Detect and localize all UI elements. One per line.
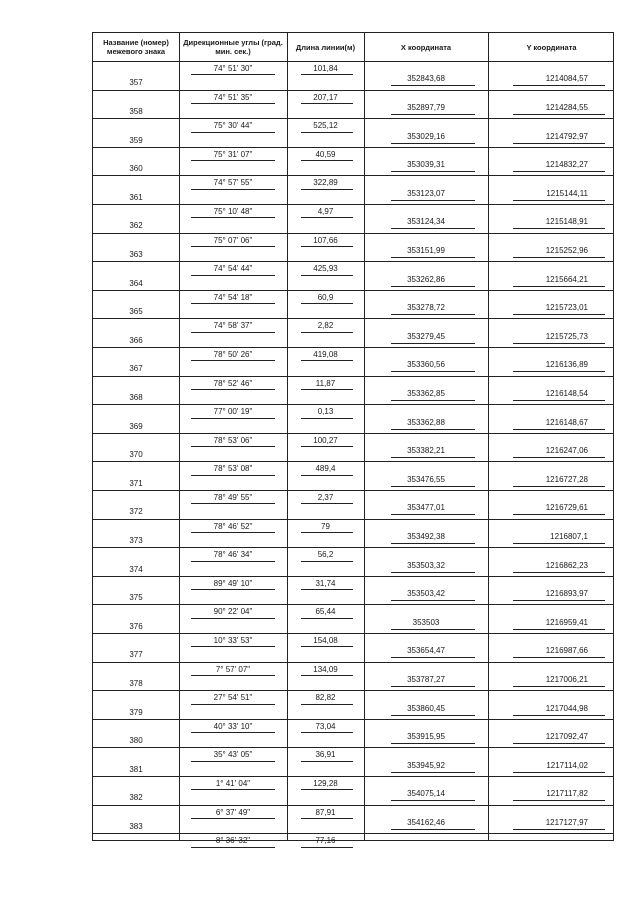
segment-rule [301, 561, 353, 562]
segment-rule [301, 761, 353, 762]
point-name: 377 [129, 650, 143, 660]
coordinate-rule [513, 486, 605, 487]
segment-length: 419,08 [313, 350, 338, 359]
segment-rule [191, 675, 275, 676]
segment-rule [191, 360, 275, 361]
coordinate-rule [513, 85, 605, 86]
row-divider [93, 604, 613, 605]
coordinate-rule [513, 572, 605, 573]
segment-rule [191, 446, 275, 447]
segment-rule [191, 246, 275, 247]
point-y-coordinate: 1215252,96 [545, 245, 588, 255]
segment-angle: 35° 43' 05" [213, 750, 253, 760]
segment-rule [191, 418, 275, 419]
coordinate-rule [391, 143, 475, 144]
segment-length: 82,82 [315, 693, 336, 703]
segment-rule [191, 532, 275, 533]
segment-rule [301, 189, 353, 190]
point-y-coordinate: 1217117,82 [546, 789, 588, 799]
segment-rule [301, 217, 353, 218]
segment-length: 65,44 [315, 607, 336, 617]
row-divider [93, 404, 613, 405]
coordinate-rule [391, 429, 475, 430]
point-y-coordinate: 1217006,21 [545, 674, 588, 684]
segment-angle: 78° 46' 52" [213, 521, 253, 531]
point-name: 382 [129, 793, 143, 803]
segment-rule [301, 818, 353, 819]
coordinate-rule [391, 85, 475, 86]
point-x-coordinate: 353915,95 [407, 732, 445, 742]
segment-rule [191, 789, 275, 790]
point-y-coordinate: 1216729,61 [545, 503, 588, 513]
segment-angle: 74° 51' 35" [213, 92, 253, 102]
segment-rule [191, 618, 275, 619]
point-name: 359 [129, 135, 143, 145]
row-divider [93, 233, 613, 234]
row-divider [93, 318, 613, 319]
segment-rule [191, 847, 275, 848]
segment-angle: 77° 00' 19" [213, 407, 253, 417]
segment-length: 100,27 [313, 435, 338, 445]
row-divider [93, 376, 613, 377]
segment-rule [191, 132, 275, 133]
point-x-coordinate: 353503,32 [407, 560, 445, 570]
segment-rule [191, 475, 275, 476]
coordinate-rule [391, 715, 475, 716]
point-x-coordinate: 353360,56 [407, 360, 445, 370]
coordinate-rule [391, 657, 475, 658]
point-y-coordinate: 1216893,97 [545, 589, 588, 599]
segment-rule [301, 303, 353, 304]
header-y: Y координата [526, 42, 577, 52]
coordinate-rule [513, 400, 605, 401]
point-x-coordinate: 353503,42 [407, 589, 445, 599]
segment-rule [191, 589, 275, 590]
point-y-coordinate: 1215664,21 [545, 274, 588, 284]
coordinate-rule [513, 228, 605, 229]
segment-angle: 78° 53' 06" [213, 435, 253, 445]
segment-rule [191, 646, 275, 647]
point-name: 364 [129, 278, 143, 288]
segment-length: 134,09 [313, 664, 338, 674]
segment-length: 207,17 [313, 92, 338, 102]
point-y-coordinate: 1216807,1 [550, 531, 588, 541]
row-divider [93, 490, 613, 491]
segment-length: 11,87 [315, 378, 336, 388]
coordinate-rule [513, 657, 605, 658]
segment-rule [301, 160, 353, 161]
row-divider [93, 547, 613, 548]
header-name: Название (номер) межевого знака [103, 38, 169, 56]
point-name: 378 [129, 678, 143, 688]
point-y-coordinate: 1217114,02 [546, 760, 588, 770]
coordinate-rule [513, 314, 605, 315]
segment-rule [301, 789, 353, 790]
segment-angle: 74° 54' 44" [213, 264, 253, 274]
point-name: 362 [129, 221, 143, 231]
segment-rule [191, 704, 275, 705]
point-x-coordinate: 353654,47 [407, 646, 445, 656]
point-x-coordinate: 353278,72 [407, 303, 445, 313]
segment-rule [191, 74, 275, 75]
point-name: 368 [129, 392, 143, 402]
point-x-coordinate: 353279,45 [407, 331, 445, 341]
point-name: 361 [129, 192, 143, 202]
row-divider [93, 776, 613, 777]
coordinate-rule [513, 829, 605, 830]
segment-rule [301, 475, 353, 476]
point-x-coordinate: 354162,46 [407, 817, 445, 827]
row-divider [93, 805, 613, 806]
segment-rule [301, 246, 353, 247]
point-x-coordinate: 353945,92 [407, 760, 445, 770]
segment-angle: 74° 57' 55" [213, 178, 253, 188]
point-x-coordinate: 353860,45 [407, 703, 445, 713]
point-y-coordinate: 1216727,28 [545, 474, 588, 484]
segment-rule [301, 332, 353, 333]
point-name: 358 [129, 106, 143, 116]
segment-rule [301, 618, 353, 619]
row-divider [93, 147, 613, 148]
segment-angle: 74° 58' 37" [213, 321, 253, 331]
coordinate-rule [513, 171, 605, 172]
coordinate-rule [513, 429, 605, 430]
segment-angle: 78° 46' 34" [213, 550, 253, 560]
segment-rule [301, 503, 353, 504]
coordinate-rule [391, 371, 475, 372]
segment-rule [191, 503, 275, 504]
coordinate-rule [513, 514, 605, 515]
segment-rule [191, 189, 275, 190]
point-name: 365 [129, 307, 143, 317]
coordinate-rule [513, 343, 605, 344]
segment-rule [191, 160, 275, 161]
segment-length: 0,13 [317, 407, 334, 417]
row-divider [93, 290, 613, 291]
segment-angle: 78° 50' 26" [213, 350, 253, 359]
coordinate-rule [391, 743, 475, 744]
point-y-coordinate: 1216148,67 [545, 417, 588, 427]
row-divider [93, 633, 613, 634]
coordinate-rule [513, 371, 605, 372]
header-divider [93, 61, 613, 62]
point-name: 375 [129, 593, 143, 603]
coordinates-table [92, 32, 614, 846]
row-divider [93, 747, 613, 748]
point-y-coordinate: 1214084,57 [545, 74, 588, 84]
segment-rule [191, 217, 275, 218]
coordinate-rule [391, 200, 475, 201]
row-divider [93, 519, 613, 520]
coordinate-rule [391, 629, 475, 630]
segment-angle: 89° 49' 10" [213, 578, 253, 588]
point-name: 383 [129, 821, 143, 831]
point-y-coordinate: 1217092,47 [545, 732, 588, 742]
point-y-coordinate: 1215144,11 [546, 188, 588, 198]
point-x-coordinate: 354075,14 [407, 789, 445, 799]
point-x-coordinate: 353382,21 [407, 446, 445, 456]
segment-length: 489,4 [315, 464, 336, 474]
row-divider [93, 690, 613, 691]
point-y-coordinate: 1215723,01 [545, 303, 588, 313]
segment-angle: 7° 57' 07" [215, 664, 251, 674]
point-x-coordinate: 353787,27 [407, 674, 445, 684]
point-name: 369 [129, 421, 143, 431]
segment-rule [191, 561, 275, 562]
segment-rule [191, 332, 275, 333]
row-divider [93, 662, 613, 663]
segment-length: 101,84 [313, 64, 338, 73]
point-name: 367 [129, 364, 143, 374]
segment-angle: 75° 30' 44" [213, 121, 253, 131]
coordinate-rule [513, 715, 605, 716]
row-divider [93, 433, 613, 434]
segment-rule [301, 275, 353, 276]
point-name: 379 [129, 707, 143, 717]
segment-rule [301, 74, 353, 75]
segment-rule [191, 103, 275, 104]
coordinate-rule [391, 286, 475, 287]
point-x-coordinate: 353503 [412, 617, 440, 627]
segment-length: 2,37 [317, 493, 334, 502]
coordinate-rule [513, 457, 605, 458]
segment-angle: 74° 51' 30" [213, 64, 253, 73]
coordinate-rule [391, 543, 475, 544]
segment-rule [301, 646, 353, 647]
point-y-coordinate: 1215725,73 [545, 331, 588, 341]
coordinate-rule [391, 257, 475, 258]
segment-angle: 6° 37' 49" [215, 807, 251, 817]
coordinate-rule [513, 286, 605, 287]
point-x-coordinate: 353123,07 [407, 188, 445, 198]
segment-rule [301, 532, 353, 533]
row-divider [93, 90, 613, 91]
row-divider [93, 461, 613, 462]
coordinate-rule [513, 543, 605, 544]
segment-angle: 90° 22' 04" [213, 607, 253, 617]
coordinate-rule [391, 343, 475, 344]
coordinate-rule [391, 400, 475, 401]
segment-rule [301, 389, 353, 390]
segment-rule [301, 732, 353, 733]
point-name: 366 [129, 335, 143, 345]
coordinate-rule [391, 686, 475, 687]
segment-rule [191, 303, 275, 304]
point-x-coordinate: 352843,68 [407, 74, 445, 84]
segment-angle: 78° 53' 08" [213, 464, 253, 474]
segment-length: 154,08 [313, 636, 338, 645]
coordinate-rule [391, 514, 475, 515]
point-name: 373 [129, 535, 143, 545]
segment-angle: 40° 33' 10" [213, 721, 253, 731]
segment-angle: 75° 31' 07" [213, 149, 253, 159]
point-x-coordinate: 353029,16 [407, 131, 445, 141]
coordinate-rule [391, 572, 475, 573]
point-y-coordinate: 1216862,23 [545, 560, 588, 570]
segment-length: 36,91 [315, 750, 336, 760]
point-x-coordinate: 353262,86 [407, 274, 445, 284]
coordinate-rule [513, 114, 605, 115]
segment-rule [301, 360, 353, 361]
segment-angle: 75° 10' 48" [213, 207, 253, 216]
point-y-coordinate: 1216959,41 [545, 617, 588, 627]
row-divider [93, 576, 613, 577]
coordinate-rule [391, 800, 475, 801]
coordinate-rule [391, 772, 475, 773]
segment-rule [301, 446, 353, 447]
coordinate-rule [391, 486, 475, 487]
row-divider [93, 261, 613, 262]
point-name: 363 [129, 249, 143, 259]
coordinate-rule [513, 600, 605, 601]
coordinate-rule [391, 457, 475, 458]
coordinate-rule [513, 743, 605, 744]
segment-length: 107,66 [313, 235, 338, 245]
coordinate-rule [391, 114, 475, 115]
point-name: 371 [129, 478, 143, 488]
point-x-coordinate: 352897,79 [407, 102, 445, 112]
point-y-coordinate: 1217044,98 [545, 703, 588, 713]
segment-length: 60,9 [317, 292, 334, 302]
segment-length: 31,74 [315, 578, 336, 588]
segment-length: 73,04 [315, 721, 336, 731]
segment-rule [191, 732, 275, 733]
point-name: 380 [129, 736, 143, 746]
row-divider [93, 719, 613, 720]
coordinate-rule [513, 143, 605, 144]
point-name: 376 [129, 621, 143, 631]
point-y-coordinate: 1216987,66 [545, 646, 588, 656]
point-x-coordinate: 353151,99 [407, 245, 445, 255]
segment-length: 40,59 [315, 149, 336, 159]
segment-angle: 75° 07' 06" [213, 235, 253, 245]
header-length: Длина линии(м) [295, 42, 356, 52]
coordinate-rule [391, 600, 475, 601]
row-divider [93, 118, 613, 119]
segment-rule [191, 275, 275, 276]
segment-rule [191, 761, 275, 762]
segment-rule [301, 704, 353, 705]
coordinate-rule [391, 228, 475, 229]
segment-length: 322,89 [313, 178, 338, 188]
point-x-coordinate: 353362,85 [407, 388, 445, 398]
point-y-coordinate: 1216148,54 [545, 388, 588, 398]
segment-rule [301, 418, 353, 419]
segment-angle: 8° 36' 32" [215, 836, 251, 846]
point-x-coordinate: 353477,01 [407, 503, 445, 513]
segment-rule [301, 589, 353, 590]
coordinate-rule [513, 772, 605, 773]
segment-length: 56,2 [317, 550, 334, 560]
coordinate-rule [391, 314, 475, 315]
point-name: 370 [129, 450, 143, 460]
point-x-coordinate: 353362,88 [407, 417, 445, 427]
point-y-coordinate: 1216136,89 [545, 360, 588, 370]
coordinate-rule [391, 171, 475, 172]
segment-angle: 27° 54' 51" [213, 693, 253, 703]
point-x-coordinate: 353124,34 [407, 217, 445, 227]
point-name: 372 [129, 507, 143, 517]
point-name: 374 [129, 564, 143, 574]
point-y-coordinate: 1215148,91 [545, 217, 588, 227]
coordinate-rule [391, 829, 475, 830]
segment-rule [191, 818, 275, 819]
segment-angle: 74° 54' 18" [213, 292, 253, 302]
row-divider [93, 347, 613, 348]
segment-length: 2,82 [317, 321, 334, 331]
segment-rule [301, 103, 353, 104]
row-divider [93, 204, 613, 205]
segment-length: 87,91 [315, 807, 336, 817]
point-y-coordinate: 1214792,97 [545, 131, 588, 141]
point-x-coordinate: 353476,55 [407, 474, 445, 484]
header-angle: Дирекционные углы (град. мин. сек.) [183, 38, 283, 56]
point-x-coordinate: 353492,38 [407, 531, 445, 541]
coordinate-rule [513, 257, 605, 258]
point-x-coordinate: 353039,31 [407, 160, 445, 170]
segment-length: 425,93 [313, 264, 338, 274]
segment-angle: 78° 52' 46" [213, 378, 253, 388]
coordinate-rule [513, 629, 605, 630]
point-y-coordinate: 1214832,27 [545, 160, 588, 170]
point-y-coordinate: 1217127,97 [545, 817, 588, 827]
segment-rule [301, 847, 353, 848]
segment-angle: 1° 41' 04" [215, 779, 251, 788]
segment-length: 77,16 [315, 836, 336, 846]
segment-length: 129,28 [313, 779, 338, 788]
segment-length: 4,97 [317, 207, 334, 216]
segment-length: 525,12 [313, 121, 338, 131]
segment-rule [191, 389, 275, 390]
coordinate-rule [513, 686, 605, 687]
row-divider [93, 833, 613, 834]
segment-length: 79 [321, 521, 330, 531]
segment-rule [301, 675, 353, 676]
point-name: 381 [129, 764, 143, 774]
point-name: 357 [129, 78, 143, 88]
point-y-coordinate: 1216247,06 [545, 446, 588, 456]
segment-rule [301, 132, 353, 133]
segment-angle: 78° 49' 55" [213, 493, 253, 502]
coordinate-rule [513, 200, 605, 201]
header-x: X координата [400, 42, 452, 52]
point-y-coordinate: 1214284,55 [545, 102, 588, 112]
coordinate-rule [513, 800, 605, 801]
point-name: 360 [129, 164, 143, 174]
row-divider [93, 175, 613, 176]
segment-angle: 10° 33' 53" [213, 636, 253, 645]
